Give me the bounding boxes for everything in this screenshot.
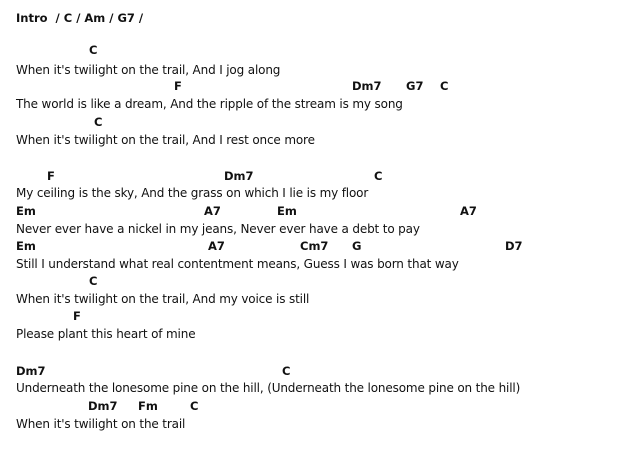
chord: A7 (208, 239, 225, 253)
lyric-line: When it's twilight on the trail, And I rest once more (16, 133, 315, 147)
chord: Em (16, 204, 36, 218)
chord: Cm7 (300, 239, 329, 253)
lyric-line: Never ever have a nickel in my jeans, Never ever have a debt to pay (16, 222, 420, 236)
chord: C (94, 115, 103, 129)
chord: G (352, 239, 362, 253)
lyric-line: When it's twilight on the trail (16, 417, 186, 431)
chord: F (47, 169, 55, 183)
lyric-line: When it's twilight on the trail, And my voice is still (16, 292, 310, 306)
chord: Fm (138, 399, 158, 413)
chord: F (73, 309, 81, 323)
chord: C (374, 169, 383, 183)
lyric-line: When it's twilight on the trail, And I jog along (16, 63, 281, 77)
intro-line: Intro / C / Am / G7 / (16, 11, 144, 25)
lyric-line: My ceiling is the sky, And the grass on which I lie is my floor (16, 186, 369, 200)
lyric-line: The world is like a dream, And the ripple of the stream is my song (16, 97, 403, 111)
chord: D7 (505, 239, 523, 253)
lyric-line: Underneath the lonesome pine on the hill, (Underneath the lonesome pine on the hill) (16, 381, 521, 395)
chord: C (440, 79, 449, 93)
chord: Dm7 (16, 364, 46, 378)
chord: Dm7 (224, 169, 254, 183)
chord: G7 (406, 79, 424, 93)
chord: F (174, 79, 182, 93)
chord: C (89, 274, 98, 288)
chord: Dm7 (352, 79, 382, 93)
chord: A7 (204, 204, 221, 218)
lyric-line: Still I understand what real contentment means, Guess I was born that way (16, 257, 459, 271)
chord: Em (277, 204, 297, 218)
chord: Em (16, 239, 36, 253)
chord: C (190, 399, 199, 413)
chord: A7 (460, 204, 477, 218)
chord: Dm7 (88, 399, 118, 413)
lyric-line: Please plant this heart of mine (16, 327, 196, 341)
chord: C (89, 43, 98, 57)
chord: C (282, 364, 291, 378)
